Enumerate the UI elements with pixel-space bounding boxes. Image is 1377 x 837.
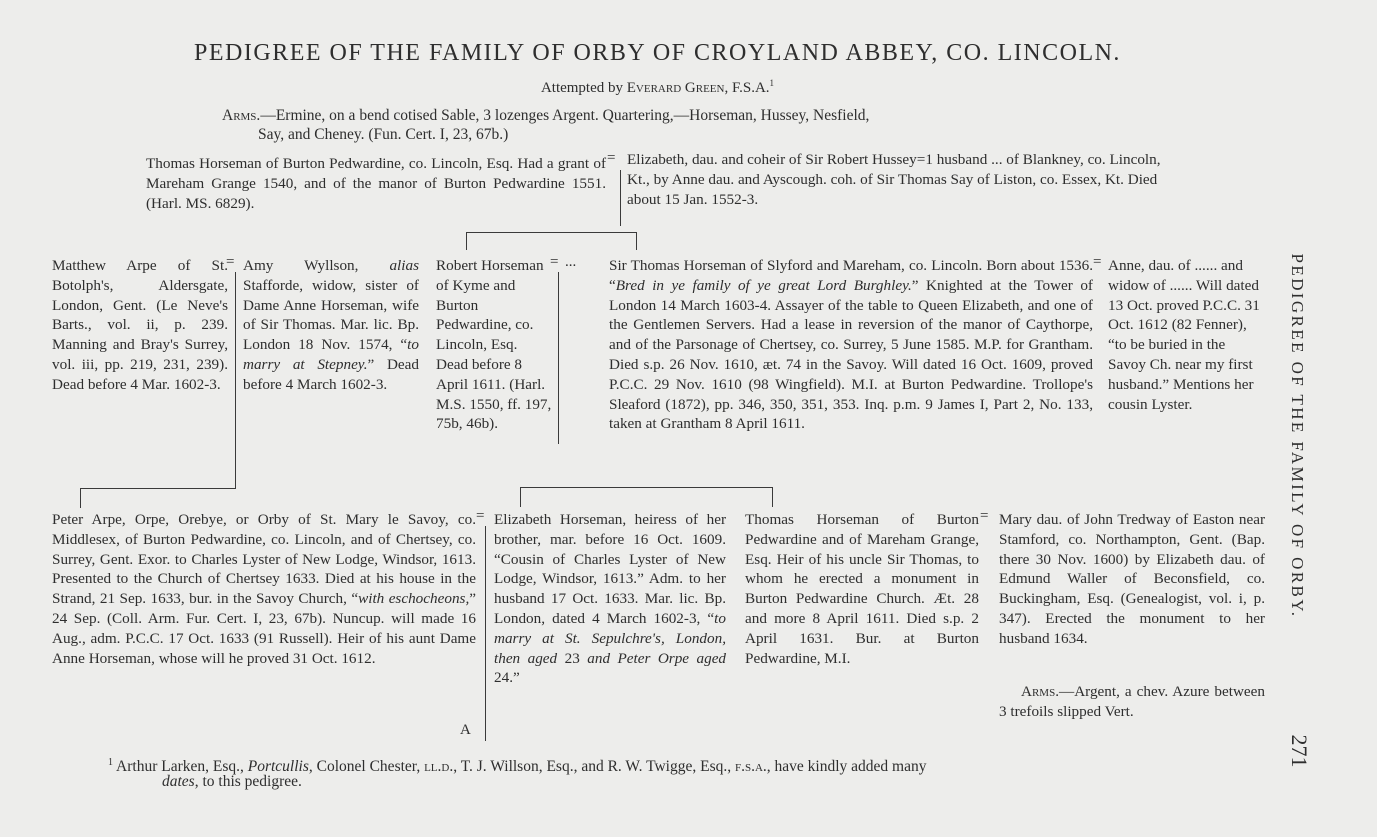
mary-arms-label: Arms. (1021, 683, 1060, 700)
descent-line (466, 232, 467, 250)
amy-text-a: Amy Wyllson, (243, 257, 390, 274)
page-title: PEDIGREE OF THE FAMILY OF ORBY OF CROYLAND ABBEY, CO. LINCOLN. (194, 40, 1121, 66)
subtitle-suffix: , F.S.A. (724, 80, 770, 96)
sibling-line (466, 232, 636, 233)
descent-line (485, 526, 486, 741)
subtitle (0, 78, 1315, 97)
descent-line (636, 232, 637, 250)
amy-text-b: Stafforde, widow, sister of Dame Anne Horseman, wife of Sir Thomas. Mar. lic. Bp. London 18 Nov. 1574, “ (243, 276, 419, 354)
matthew-arpe-entry: Matthew Arpe of St. Botolph's, Aldersgate, London, Gent. (Le Neve's Barts., vol. ii, p. 239. Manning and Bray's Surrey, vol. iii, pp. 219, 231, 239). Dead before 4 Mar. 1602-3. (52, 257, 228, 393)
footnote-text-e: , to this pedigree. (194, 773, 302, 790)
descent-line (558, 272, 559, 444)
running-head (1282, 186, 1312, 686)
footnote-fsa: f.s.a. (734, 758, 767, 776)
footnote-text-c: , T. J. Willson, Esq., and R. W. Twigge, Esq., (453, 758, 735, 776)
sibling-line (520, 487, 772, 488)
thomas-horseman-entry: Thomas Horseman of Burton Pedwardine, co. Lincoln, Esq. Had a grant of Mareham Grange 1540, and of the manor of Burton Pedwardine 1551. (Harl. MS. 6829). (146, 155, 606, 212)
marriage-sign: = (980, 508, 989, 524)
amy-quote: to marry at Stepney. (243, 336, 419, 373)
elizabeth-hussey-entry: Elizabeth, dau. and coheir of Sir Robert Hussey=1 husband ... of Blankney, co. Lincoln, Kt., by Anne dau. and Ayscough. coh. of Sir Thomas Say of Liston, co. Essex, Kt. Died about 15 Jan. 1552-3. (627, 151, 1161, 208)
amy-text-c: ” Dead before 4 March 1602-3. (243, 355, 419, 393)
continuation-marker: A (460, 722, 471, 738)
arms-text: —Ermine, on a bend cotised Sable, 3 lozenges Argent. Quartering,—Horseman, Hussey, Nesfield, (260, 107, 870, 124)
thomas-horseman-nephew-entry: Thomas Horseman of Burton Pedwardine and of Mareham Grange, Esq. Heir of his uncle Sir Thomas, to whom he erected a monument in Burton Pedwardine Church. Æt. 28 and more 8 April 1611. Died s.p. 2 April 1631. Bur. at Burton Pedwardine, M.I. (745, 511, 979, 667)
mary-arms-text: —Argent, a chev. Azure between 3 trefoils slipped Vert. (999, 683, 1265, 720)
sir-thomas-horseman-entry (609, 256, 1093, 434)
footnote-dates: dates (162, 773, 195, 790)
arms-label: Arms. (222, 107, 261, 124)
peter-quote: with eschocheons, (358, 590, 470, 608)
descent-line (235, 272, 236, 488)
arms-line-2: Say, and Cheney. (Fun. Cert. I, 23, 67b.) (258, 126, 509, 143)
sibling-line (80, 488, 236, 489)
arms-line-1 (222, 106, 1142, 126)
elizabeth-text-a: Elizabeth Horseman, heiress of her brother, mar. before 16 Oct. 1609. “Cousin of Charles Lyster of New Lodge, Windsor, 1613.” Adm. to her husband 17 Oct. 1633. Mar. lic. Bp. London, dated 4 March 1602-3, “ (494, 511, 726, 627)
peter-arpe-entry (52, 510, 476, 668)
amy-wyllson-entry (243, 256, 419, 395)
descent-line (620, 170, 621, 226)
elizabeth-text-b: 23 (557, 649, 588, 667)
marriage-sign: = (226, 254, 235, 270)
page-number-text: 271 (1287, 734, 1312, 768)
elizabeth-horseman-entry (494, 510, 726, 688)
elizabeth-quote: to marry at St. Sepulchre's, London, then aged (494, 609, 726, 667)
page-number (1286, 726, 1312, 776)
mary-arms-entry (999, 682, 1265, 722)
robert-wife-entry: ... (565, 254, 577, 270)
marriage-sign: = (1093, 254, 1102, 270)
marriage-sign: = (550, 254, 559, 270)
descent-line (80, 488, 81, 508)
footnote-portcullis: Portcullis (247, 758, 309, 776)
footnote-text-a: Arthur Larken, Esq., (116, 758, 248, 776)
sir-thomas-text-a: Sir Thomas Horseman of Slyford and Mareham, co. Lincoln. Born about 1536. “ (609, 257, 1093, 294)
amy-alias: alias (389, 257, 419, 274)
descent-line (772, 487, 773, 507)
running-head-text: PEDIGREE OF THE FAMILY OF ORBY. (1288, 253, 1307, 619)
footnote-line-2 (162, 773, 302, 791)
sir-thomas-quote: Bred in ye family of ye great Lord Burghley. (615, 276, 912, 294)
footnote-number: 1 (108, 757, 113, 768)
footnote-text-d: , have kindly added many (766, 758, 927, 776)
footnote-lld: ll.d. (424, 758, 454, 776)
descent-line (520, 487, 521, 507)
elizabeth-text-c: 24.” (494, 669, 520, 687)
marriage-sign: = (476, 508, 485, 524)
author-name: Everard Green (626, 80, 725, 96)
footnote-text-b: , Colonel Chester, (308, 758, 425, 776)
peter-text-b: ” 24 Sep. (Coll. Arm. Fur. Cert. I, 23, 67b). Nuncup. will made 16 Aug., adm. P.C.C. 17 Oct. 1633 (91 Russell). Heir of his aunt Dame Anne Horseman, whose will he proved 31 Oct. 1612. (52, 590, 476, 667)
mary-tredway-entry: Mary dau. of John Tredway of Easton near Stamford, co. Northampton, Gent. (Bap. there 30 Nov. 1600) by Elizabeth dau. of Edmund Waller of Beconsfield, co. Buckingham, Esq. (Genealogist, vol. i, p. 347). Erected the monument to her husband 1634. (999, 511, 1265, 647)
marriage-sign: = (607, 150, 616, 166)
subtitle-prefix: Attempted by (540, 80, 627, 96)
footnote-ref: 1 (769, 78, 775, 88)
elizabeth-quote-2: and Peter Orpe aged (587, 649, 727, 667)
anne-entry: Anne, dau. of ...... and widow of ...... Will dated 13 Oct. proved P.C.C. 31 Oct. 1612 (82 Fenner), “to be buried in the Savoy Ch. near my first husband.” Mentions her cousin Lyster. (1108, 257, 1260, 413)
peter-text-a: Peter Arpe, Orpe, Orebye, or Orby of St. Mary le Savoy, co. Middlesex, of Burton Pedwardine, co. Lincoln, and of Chertsey, co. Surrey, Gent. Exor. to Charles Lyster of New Lodge, Windsor, 1613. Presented to the Church of Chertsey 1633. Died at his house in the Strand, 21 Sep. 1633, bur. in the Savoy Church, “ (52, 511, 476, 608)
robert-horseman-entry: Robert Horseman of Kyme and Burton Pedwardine, co. Lincoln, Esq. Dead before 8 April 1611. (Harl. M.S. 1550, ff. 197, 75b, 46b). (436, 257, 552, 433)
sir-thomas-text-b: ” Knighted at the Tower of London 14 March 1603-4. Assayer of the table to Queen Elizabeth, and one of the Gentlemen Servers. Had a lease in reversion of the manor of Caythorpe, and of the Parsonage of Chertsey, co. Surrey, 5 June 1585. M.P. for Grantham. Died s.p. 26 Nov. 1610, æt. 74 in the Savoy. Will dated 16 Oct. 1609, proved P.C.C. 29 Nov. 1610 (98 Wingfield). M.I. at Burton Pedwardine. Trollope's Sleaford (1872), pp. 346, 350, 351, 353. Inq. p.m. 9 James I, Part 2, No. 133, taken at Grantham 8 April 1611. (609, 276, 1093, 433)
